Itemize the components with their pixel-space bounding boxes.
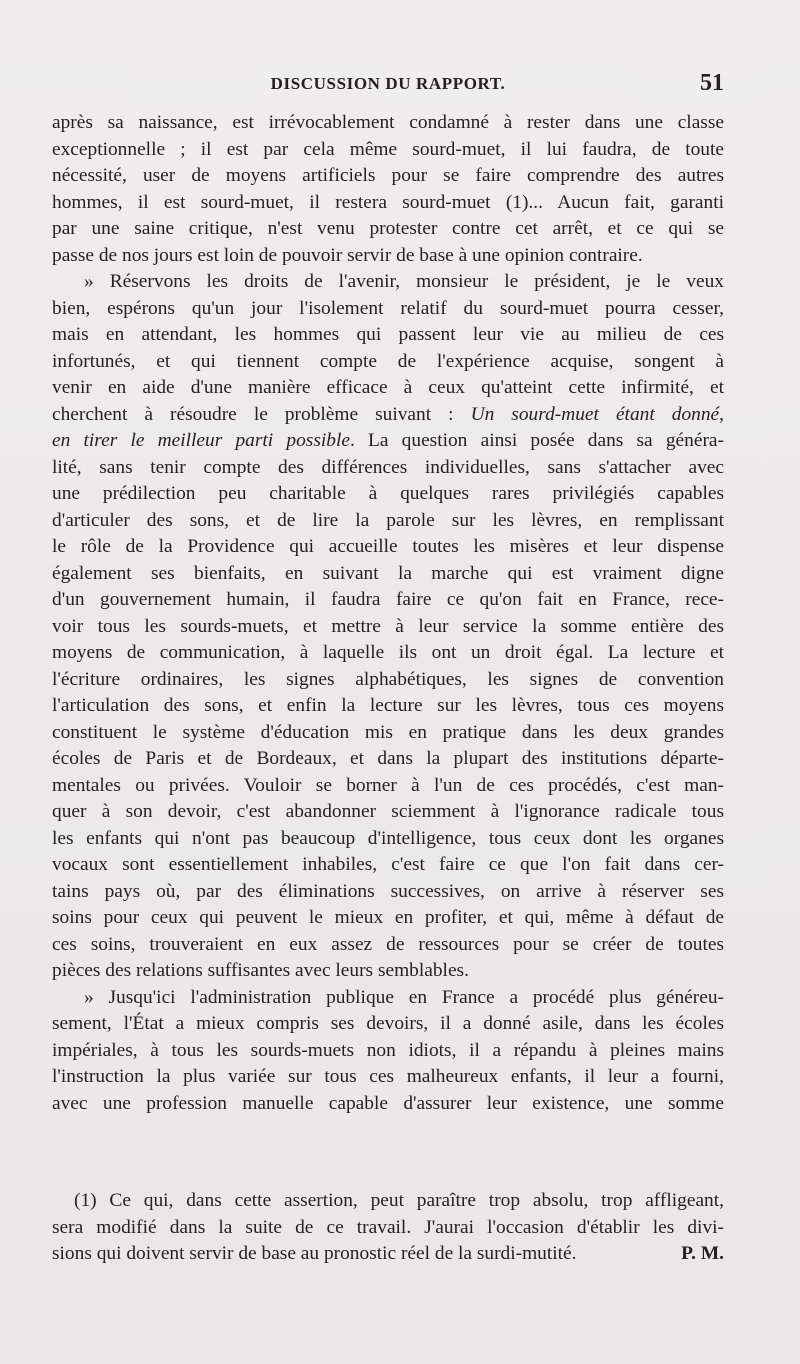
text-line: après sa naissance, est irrévocablement condamné à rester dans une classe (52, 112, 724, 133)
text-line: en tirer le meilleur parti possible. La question ainsi posée dans sa généra- (52, 430, 724, 451)
text-line: par une saine critique, n'est venu protester contre cet arrêt, et ce qui se (52, 218, 724, 239)
page-number: 51 (700, 70, 724, 96)
text-line: cherchent à résoudre le problème suivant : Un sourd-muet étant donné, (52, 403, 724, 425)
page-header (52, 70, 724, 106)
text-line: également ses bienfaits, en suivant la marche qui est vraiment digne (52, 562, 724, 584)
text-line: nécessité, user de moyens artificiels pour se faire comprendre des autres (52, 165, 724, 186)
emphasis: en tirer le meilleur parti possible (52, 430, 350, 451)
text-line: vocaux sont essentiellement inhabiles, c'est faire ce que l'on fait dans cer- (52, 854, 724, 875)
text-line: avec une profession manuelle capable d'assurer leur existence, une somme (52, 1092, 724, 1114)
body-text (52, 110, 724, 1117)
text-line: passe de nos jours est loin de pouvoir servir de base à une opinion contraire. (52, 244, 643, 266)
text-line: écoles de Paris et de Bordeaux, et dans la plupart des institutions départe- (52, 748, 724, 769)
text-line: bien, espérons qu'un jour l'isolement relatif du sourd-muet pourra cesser, (52, 297, 724, 319)
footnote-line: (1) Ce qui, dans cette assertion, peut paraître trop absolu, trop affligeant, (74, 1190, 724, 1211)
text-line: voir tous les sourds-muets, et mettre à leur service la somme entière des (52, 615, 724, 637)
footnote-line-wrapper (52, 1241, 724, 1268)
text-line: d'un gouvernement humain, il faudra faire ce qu'on fait en France, rece- (52, 589, 724, 610)
running-head: DISCUSSION DU RAPPORT. (270, 74, 506, 93)
text-line: hommes, il est sourd-muet, il restera sourd-muet (1)... Aucun fait, garanti (52, 191, 724, 213)
text-line: pièces des relations suffisantes avec leurs semblables. (52, 960, 469, 981)
text-line: le rôle de la Providence qui accueille toutes les misères et leur dispense (52, 536, 724, 557)
text-line: tains pays où, par des éliminations successives, on arrive à réserver ses (52, 880, 724, 902)
text-line: venir en aide d'une manière efficace à ceux qu'atteint cette infirmité, et (52, 377, 724, 398)
text-line: une prédilection peu charitable à quelques rares privilégiés capables (52, 483, 724, 504)
text-line: l'articulation des sons, et enfin la lecture sur les lèvres, tous ces moyens (52, 695, 724, 716)
text-line: lité, sans tenir compte des différences individuelles, sans s'attacher avec (52, 456, 724, 478)
footnote-line: sera modifié dans la suite de ce travail. J'aurai l'occasion d'établir les divi- (52, 1216, 724, 1238)
text-line: infortunés, et qui tiennent compte de l'expérience acquise, songent à (52, 350, 724, 372)
text-line: sement, l'État a mieux compris ses devoirs, il a donné asile, dans les écoles (52, 1013, 724, 1034)
text-line: ces soins, trouveraient en eux assez de ressources pour se créer de toutes (52, 933, 724, 955)
text-line: l'écriture ordinaires, les signes alphabétiques, les signes de convention (52, 668, 724, 690)
text-line: soins pour ceux qui peuvent le mieux en profiter, et qui, même à défaut de (52, 907, 724, 928)
text-line: quer à son devoir, c'est abandonner sciemment à l'ignorance radicale tous (52, 801, 724, 822)
text-line: » Réservons les droits de l'avenir, monsieur le président, je le veux (84, 271, 724, 292)
footnote-line: sions qui doivent servir de base au pronostic réel de la surdi-mutité. (52, 1243, 577, 1264)
text-line: les enfants qui n'ont pas beaucoup d'intelligence, tous ceux dont les organes (52, 827, 724, 849)
footnote (52, 1188, 724, 1268)
text-line: impériales, à tous les sourds-muets non idiots, il a répandu à pleines mains (52, 1039, 724, 1061)
footnote-signature: P. M. (681, 1243, 724, 1264)
text-line: d'articuler des sons, et de lire la parole sur les lèvres, en remplissant (52, 509, 724, 531)
text-line: exceptionnelle ; il est par cela même sourd-muet, il lui faudra, de toute (52, 138, 724, 160)
text-line: moyens de communication, à laquelle ils ont un droit égal. La lecture et (52, 642, 724, 663)
text-line: mentales ou privées. Vouloir se borner à l'un de ces procédés, c'est man- (52, 774, 724, 796)
text-line: » Jusqu'ici l'administration publique en France a procédé plus généreu- (84, 986, 724, 1008)
text-line: l'instruction la plus variée sur tous ces malheureux enfants, il leur a fourni, (52, 1066, 724, 1087)
text-line: constituent le système d'éducation mis en pratique dans les deux grandes (52, 721, 724, 743)
emphasis: Un sourd-muet étant donné (470, 403, 720, 425)
text-line: mais en attendant, les hommes qui passent leur vie au milieu de ces (52, 324, 724, 345)
